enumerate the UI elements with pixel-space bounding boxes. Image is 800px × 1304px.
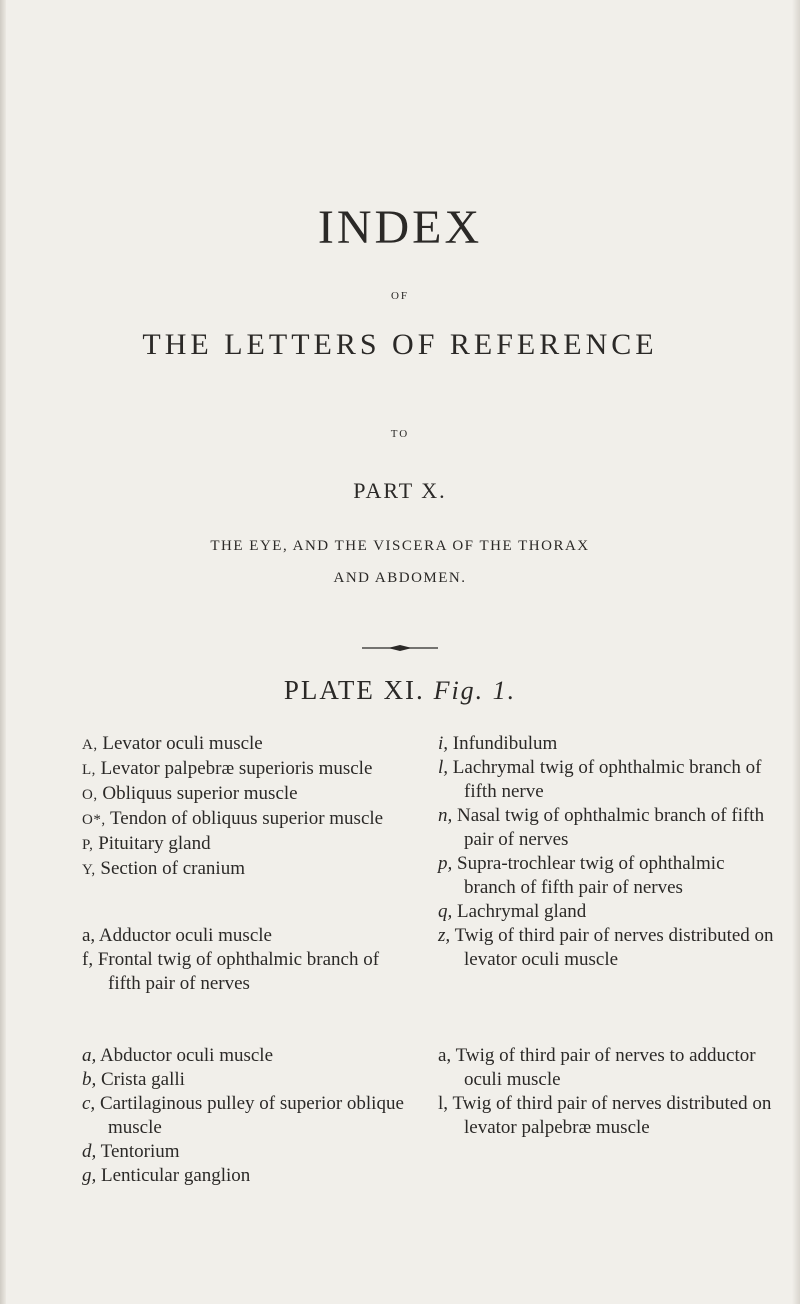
entry-letter: g,	[82, 1165, 97, 1186]
entry-description: Cartilaginous pulley of superior oblique muscle	[99, 1093, 404, 1138]
index-entry	[82, 757, 412, 782]
entry-letter: a,	[438, 1045, 452, 1066]
entry-description: Crista galli	[101, 1069, 185, 1090]
index-entry	[438, 756, 778, 804]
entry-description: Section of cranium	[100, 858, 245, 879]
entry-letter: O,	[82, 787, 98, 803]
index-entry	[82, 948, 412, 996]
figure-label: Fig. 1.	[433, 676, 517, 705]
index-entry	[82, 807, 412, 832]
index-entry	[82, 1140, 412, 1164]
entry-description: Levator oculi muscle	[102, 733, 263, 754]
entry-description: Lachrymal twig of ophthalmic branch of fifth nerve	[452, 757, 762, 802]
index-entry	[438, 732, 778, 756]
part-description-line1: THE EYE, AND THE VISCERA OF THE THORAX	[210, 538, 590, 554]
entry-letter: l,	[438, 757, 449, 778]
rule-ornament-icon	[360, 643, 440, 653]
index-entry	[82, 1092, 412, 1140]
entry-description: Frontal twig of ophthalmic branch of fifth pair of nerves	[97, 949, 380, 994]
entry-description: Lenticular ganglion	[101, 1165, 251, 1186]
index-entry	[438, 1044, 778, 1092]
index-entry	[82, 1068, 412, 1092]
entry-letter: O*,	[82, 812, 106, 828]
entry-letter: p,	[438, 853, 453, 874]
entry-letter: a,	[82, 925, 96, 946]
index-entry	[82, 1164, 412, 1188]
entry-letter: q,	[438, 901, 453, 922]
left-group-uppercase	[82, 732, 412, 882]
index-entry	[82, 832, 412, 857]
plate-label: PLATE XI.	[283, 675, 425, 705]
entry-description: Twig of third pair of nerves distributed on levator oculi muscle	[454, 925, 774, 970]
entry-description: Obliquus superior muscle	[102, 783, 298, 804]
index-entry	[438, 804, 778, 852]
left-group-italic	[82, 1044, 412, 1188]
entry-letter: c,	[82, 1093, 96, 1114]
entry-letter: d,	[82, 1141, 97, 1162]
entry-letter: P,	[82, 837, 94, 853]
entry-letter: f,	[82, 949, 94, 970]
entry-description: Abductor oculi muscle	[99, 1045, 274, 1066]
entry-description: Adductor oculi muscle	[98, 925, 272, 946]
left-group-lowercase-roman	[82, 924, 412, 996]
entry-description: Nasal twig of ophthalmic branch of fifth pair of nerves	[457, 805, 765, 850]
entry-description: Infundibulum	[452, 733, 558, 754]
entry-letter: Y,	[82, 862, 96, 878]
entry-letter: n,	[438, 805, 453, 826]
index-entry	[82, 1044, 412, 1068]
page-title: INDEX	[317, 201, 483, 254]
index-entry	[82, 924, 412, 948]
part-description-line2: AND ABDOMEN.	[333, 570, 467, 586]
entry-letter: b,	[82, 1069, 97, 1090]
part-heading: PART X.	[353, 478, 447, 503]
right-group-blackletter	[438, 1044, 778, 1140]
entry-description: Tendon of obliquus superior muscle	[110, 808, 384, 829]
entry-letter: z,	[438, 925, 451, 946]
entry-letter: l,	[438, 1093, 449, 1114]
entry-description: Supra-trochlear twig of ophthalmic branch of fifth pair of nerves	[457, 853, 725, 898]
entry-description: Lachrymal gland	[457, 901, 587, 922]
entry-letter: A,	[82, 737, 98, 753]
index-entry	[438, 852, 778, 900]
plate-heading	[0, 675, 800, 706]
entry-letter: i,	[438, 733, 449, 754]
title-connector-to: TO	[390, 428, 410, 440]
index-entry	[438, 900, 778, 924]
entry-description: Pituitary gland	[98, 833, 211, 854]
entry-description: Twig of third pair of nerves to adductor oculi muscle	[455, 1045, 756, 1090]
index-entry	[438, 924, 778, 972]
index-entry	[82, 782, 412, 807]
entry-description: Levator palpebræ superioris muscle	[100, 758, 373, 779]
right-group-italic	[438, 732, 778, 972]
index-entry	[438, 1092, 778, 1140]
index-entry	[82, 732, 412, 757]
page-subtitle: THE LETTERS OF REFERENCE	[142, 328, 658, 361]
entry-letter: L,	[82, 762, 96, 778]
entry-letter: a,	[82, 1045, 97, 1066]
entry-description: Tentorium	[100, 1141, 180, 1162]
entry-description: Twig of third pair of nerves distributed on levator palpebræ muscle	[452, 1093, 772, 1138]
title-connector-of: OF	[390, 290, 410, 302]
index-entry	[82, 857, 412, 882]
divider-ornament	[0, 640, 800, 654]
